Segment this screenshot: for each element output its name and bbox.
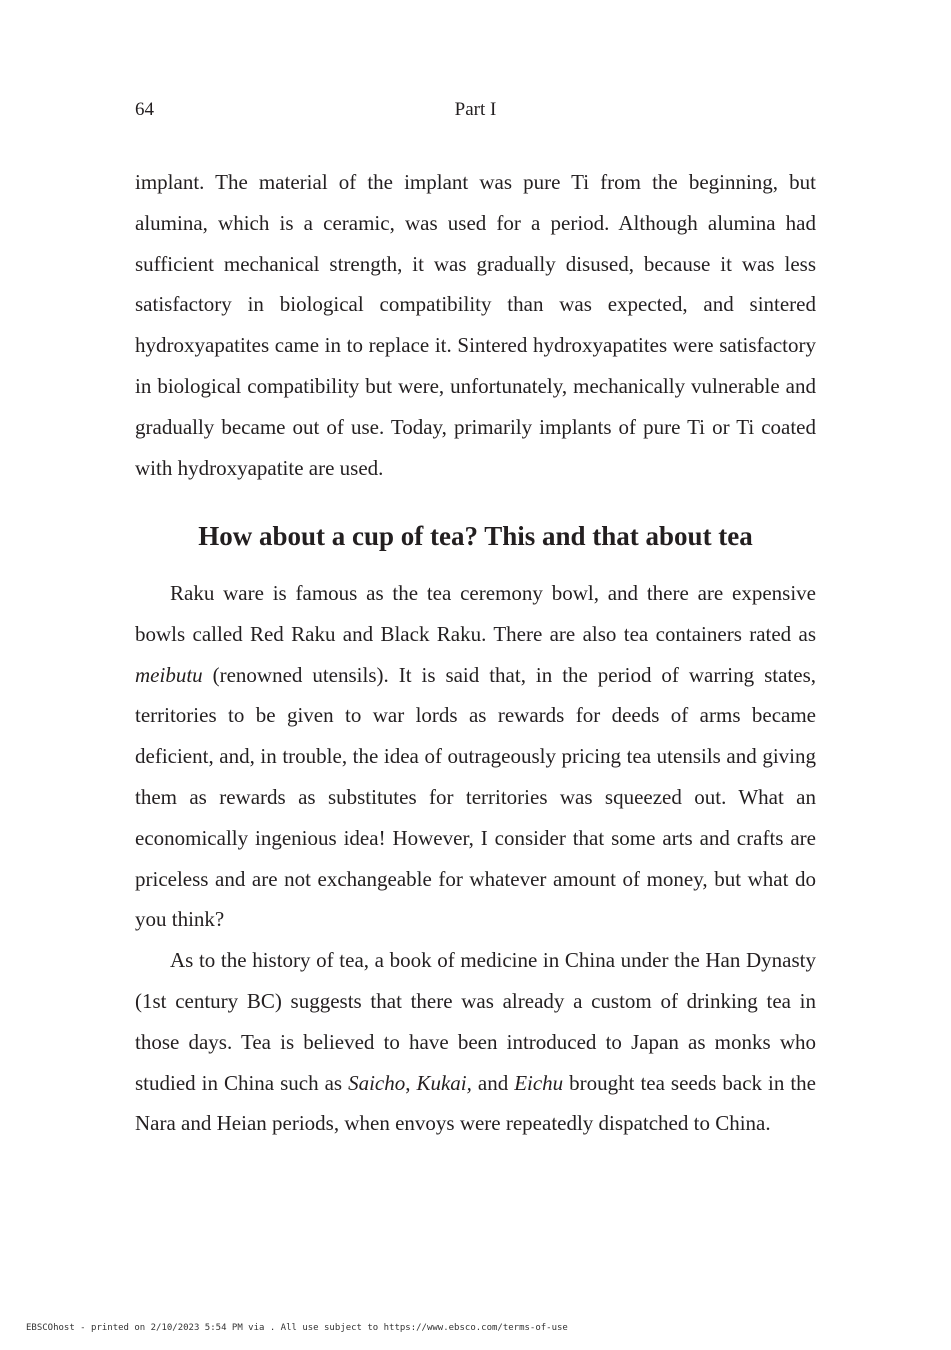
page-number: 64	[135, 99, 154, 120]
part-label: Part I	[454, 99, 497, 120]
text-run: (renowned utensils). It is said that, in the period of warring states, territories to be given to war lords as rewards for deeds of arms became deficient, and, in trouble, the idea of outrageously pricing tea utensils and giving them as rewards as substitutes for territories was squeezed out. What an economically ingenious idea! However, I consider that some arts and crafts are priceless and are not exchangeable for whatever amount of money, but what do you think?	[135, 662, 816, 932]
italic-term: Kukai,	[416, 1070, 472, 1095]
section-heading: How about a cup of tea? This and that about tea	[198, 521, 753, 551]
running-head	[135, 97, 816, 123]
continuation-text	[135, 162, 816, 488]
continuation-paragraph: implant. The material of the implant was pure Ti from the beginning, but alumina, which is a ceramic, was used for a period. Although alumina had sufficient mechanical strength, it was gradually disused, because it was less satisfactory in biological compatibility than was expected, and sintered hydroxyapatites came in to replace it. Sintered hydroxyapatites were satisfactory in biological compatibility but were, unfortunately, mechanically vulnerable and gradually became out of use. Today, primarily implants of pure Ti or Ti coated with hydroxyapatite are used.	[135, 170, 816, 480]
text-run: Raku ware is famous as the tea ceremony bowl, and there are expensive bowls called Red Raku and Black Raku. There are also tea containers rated as	[135, 581, 816, 646]
print-footer: EBSCOhost - printed on 2/10/2023 5:54 PM via . All use subject to https://www.ebsco.com/terms-of-use	[26, 1323, 568, 1333]
text-run: As to the history of tea, a book of medicine in China under the Han Dynasty (1st century BC) suggests that there was already a custom of drinking tea in those days. Tea is believed to have been introduced to Japan as monks who studied in China such as	[135, 948, 816, 1095]
italic-term: meibutu	[135, 662, 203, 687]
text-run: ,	[405, 1070, 417, 1095]
italic-term: Saicho	[348, 1070, 406, 1095]
text-run: brought tea seeds back in the Nara and Heian periods, when envoys were repeatedly dispatched to China.	[135, 1070, 816, 1136]
text-run: and	[471, 1070, 515, 1095]
italic-term: Eichu	[514, 1070, 564, 1095]
section-body	[135, 573, 816, 1144]
paragraph-raku-ware	[135, 573, 816, 940]
paragraph-tea-history	[135, 940, 816, 1144]
